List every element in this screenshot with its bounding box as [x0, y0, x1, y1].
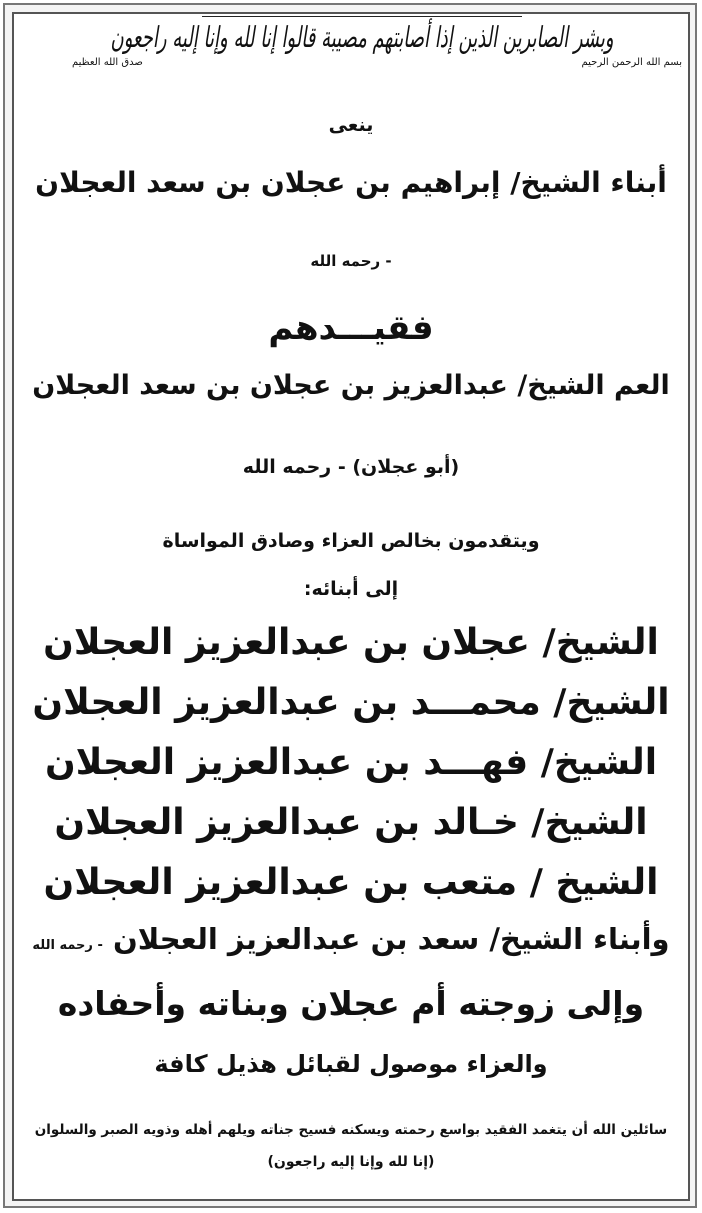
condolence-line: ويتقدمون بخالص العزاء وصادق المواساة [162, 530, 540, 552]
son-name: الشيخ / متعب بن عبدالعزيز العجلان [43, 862, 659, 903]
deceased-name: العم الشيخ/ عبدالعزيز بن عجلان بن سعد العجلان [32, 370, 670, 401]
inna-lillah: (إنا لله وإنا إليه راجعون) [267, 1154, 435, 1170]
sons-of-saad-line [0, 922, 702, 956]
son-name: الشيخ/ محمـــد بن عبدالعزيز العجلان [32, 682, 670, 723]
son-name: الشيخ/ فهـــد بن عبدالعزيز العجلان [44, 742, 658, 783]
basmala: بسم الله الرحمن الرحيم [581, 57, 682, 68]
rahimahu-note-small: - رحمه الله [32, 938, 103, 953]
faqid-heading: فقيـــدهم [268, 308, 434, 348]
quran-verse-text: وبشر الصابرين الذين إذا أصابتهم مصيبة قالوا إنا لله وإنا إليه راجعون [110, 21, 614, 55]
son-name: الشيخ/ عجلان بن عبدالعزيز العجلان [43, 622, 659, 663]
yanaa-heading: ينعى [328, 114, 374, 136]
announcers-name: أبناء الشيخ/ إبراهيم بن عجلان بن سعد العجلان [35, 166, 667, 199]
prayer-line: سائلين الله أن يتغمد الفقيد بواسع رحمته ويسكنه فسيح جناته ويلهم أهله وذويه الصبر والسلوان [34, 1122, 668, 1138]
quran-verse-calligraphy [110, 16, 614, 61]
deceased-kunya: (أبو عجلان) - رحمه الله [242, 456, 460, 478]
sons-of-saad: وأبناء الشيخ/ سعد بن عبدالعزيز العجلان [112, 922, 670, 956]
sadaq-allah: صدق الله العظيم [72, 57, 143, 68]
son-name: الشيخ/ خـالد بن عبدالعزيز العجلان [54, 802, 648, 843]
to-sons-label: إلى أبنائه: [303, 578, 399, 600]
header [14, 14, 688, 78]
rahimahu-note: - رحمه الله [310, 252, 392, 270]
tribes-condolence: والعزاء موصول لقبائل هذيل كافة [154, 1050, 548, 1078]
wife-line: وإلى زوجته أم عجلان وبناته وأحفاده [57, 984, 645, 1023]
